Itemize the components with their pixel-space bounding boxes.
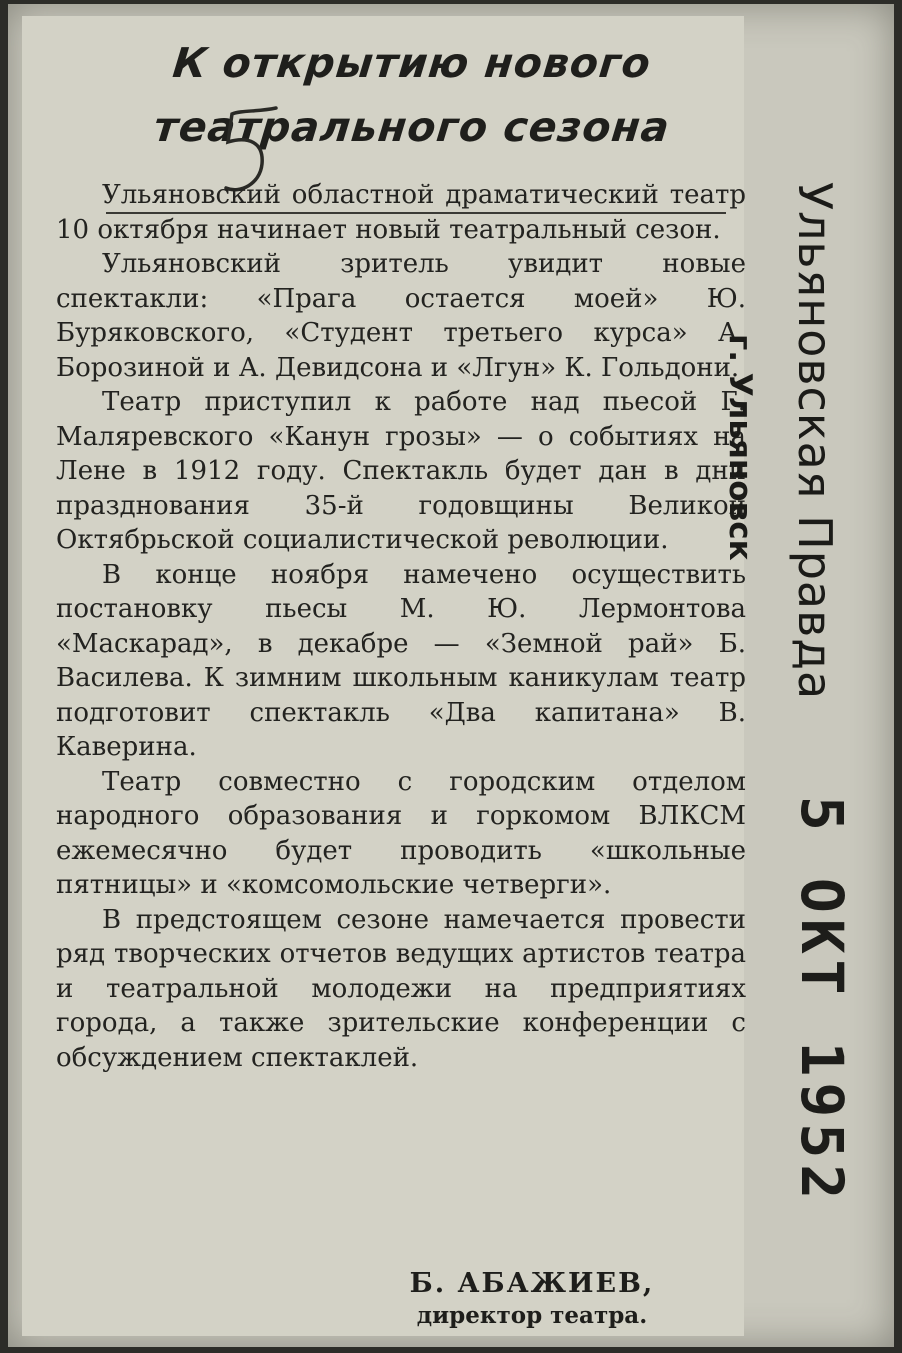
paragraph: Ульяновский зритель увидит новые спектакли: «Прага остается моей» Ю. Буряковского, «Студент третьего курса» А. Борозиной и А. Девидсона и «Лгун» К. Гольдони.: [56, 249, 746, 383]
paragraph: Ульяновский областной драматический театр 10 октября начинает новый театральный сезон.: [56, 180, 746, 245]
publication-name: Ульяновская Правда: [788, 182, 842, 701]
paragraph: В конце ноября намечено осуществить постановку пьесы М. Ю. Лермонтова «Маскарад», в декабре — «Земной рай» Б. Василева. К зимним школьным каникулам театр подготовит спектакль «Два капитана» В. Каверина.: [56, 559, 746, 762]
headline-line-1: К открытию нового: [170, 39, 654, 87]
headline-line-2: театрального сезона: [151, 103, 673, 151]
newspaper-clipping: [22, 16, 744, 1336]
author-name: Б. АБАЖИЕВ,: [409, 1268, 655, 1299]
publication-city: г. Ульяновск: [722, 334, 758, 561]
paragraph: В предстоящем сезоне намечается провести ряд творческих отчетов ведущих артистов театра и театральной молодежи на предприятиях города, а также зрительские конференции с обсуждением спектаклей.: [56, 904, 746, 1073]
archive-sheet: [8, 4, 894, 1347]
paragraph: Театр совместно с городским отделом народного образования и горкомом ВЛКСМ ежемесячно будет проводить «школьные пятницы» и «комсомольские четверги».: [56, 766, 746, 900]
date-stamp: 5 ОКТ 1952: [788, 796, 856, 1206]
paragraph: Театр приступил к работе над пьесой Г. Маляревского «Канун грозы» — о событиях на Лене в 1912 году. Спектакль будет дан в дни празднования 35-й годовщины Великой Октябрьской социалистической революции.: [56, 387, 746, 555]
article-body: [56, 178, 746, 1075]
author-role: директор театра.: [416, 1302, 648, 1329]
